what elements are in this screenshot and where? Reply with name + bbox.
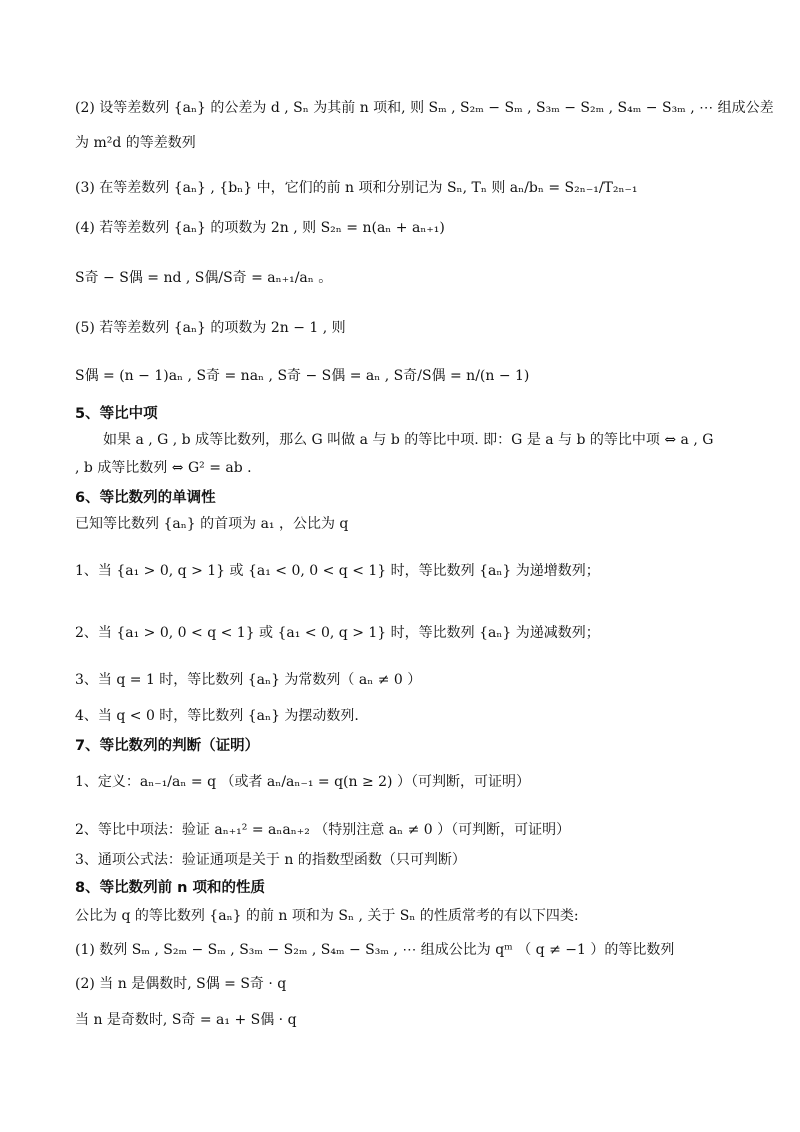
judgement-general-term: 3、通项公式法：验证通项是关于 n 的指数型函数（只可判断） <box>75 852 466 868</box>
monotonicity-oscillating: 4、当 q < 0 时，等比数列 {aₙ} 为摆动数列. <box>75 708 359 724</box>
monotonicity-increasing: 1、当 {a₁ > 0, q > 1} 或 {a₁ < 0, 0 < q < 1} 时，等比数列 {aₙ} 为递增数列； <box>75 563 600 579</box>
property-5-line: (5) 若等差数列 {aₙ} 的项数为 2n − 1 , 则 <box>75 320 346 336</box>
sum-property-2-odd: 当 n 是奇数时, S奇 = a₁ + S偶 · q <box>75 1012 297 1028</box>
geometric-mean-definition: 如果 a , G , b 成等比数列，那么 G 叫做 a 与 b 的等比中项. 即：G 是 a 与 b 的等比中项 ⇔ a , G <box>103 432 714 448</box>
monotonicity-constant: 3、当 q = 1 时，等比数列 {aₙ} 为常数列（ aₙ ≠ 0 ） <box>75 672 422 688</box>
property-4-line: (4) 若等差数列 {aₙ} 的项数为 2n , 则 S₂ₙ = n(aₙ + aₙ₊₁) <box>75 220 445 236</box>
geometric-mean-equivalence: , b 成等比数列 ⇔ G² = ab . <box>75 460 252 476</box>
section-heading-5: 5、等比中项 <box>75 406 158 422</box>
section-heading-8: 8、等比数列前 n 项和的性质 <box>75 880 266 896</box>
section-heading-6: 6、等比数列的单调性 <box>75 490 216 506</box>
judgement-middle-term: 2、等比中项法：验证 aₙ₊₁² = aₙaₙ₊₂ （特别注意 aₙ ≠ 0 ）（可判断，可证明） <box>75 822 571 838</box>
property-2-line: (2) 设等差数列 {aₙ} 的公差为 d , Sₙ 为其前 n 项和, 则 Sₘ , S₂ₘ − Sₘ , S₃ₘ − S₂ₘ , S₄ₘ − S₃ₘ , ⋯ 组成公差 <box>75 100 774 116</box>
sum-property-1: (1) 数列 Sₘ , S₂ₘ − Sₘ , S₃ₘ − S₂ₘ , S₄ₘ − S₃ₘ , ⋯ 组成公比为 qᵐ （ q ≠ −1 ）的等比数列 <box>75 942 675 958</box>
sum-property-2-even: (2) 当 n 是偶数时, S偶 = S奇 · q <box>75 976 287 992</box>
judgement-definition: 1、定义：aₙ₋₁/aₙ = q （或者 aₙ/aₙ₋₁ = q(n ≥ 2) ）（可判断，可证明） <box>75 774 530 790</box>
monotonicity-decreasing: 2、当 {a₁ > 0, 0 < q < 1} 或 {a₁ < 0, q > 1} 时，等比数列 {aₙ} 为递减数列； <box>75 625 600 641</box>
property-3-line: (3) 在等差数列 {aₙ} , {bₙ} 中，它们的前 n 项和分别记为 Sₙ, Tₙ 则 aₙ/bₙ = S₂ₙ₋₁/T₂ₙ₋₁ <box>75 180 638 196</box>
monotonicity-intro: 已知等比数列 {aₙ} 的首项为 a₁ ，公比为 q <box>75 516 349 532</box>
property-5-formula: S偶 = (n − 1)aₙ , S奇 = naₙ , S奇 − S偶 = aₙ , S奇/S偶 = n/(n − 1) <box>75 368 530 384</box>
section-heading-7: 7、等比数列的判断（证明） <box>75 738 260 754</box>
property-4-formula: S奇 − S偶 = nd , S偶/S奇 = aₙ₊₁/aₙ 。 <box>75 270 333 286</box>
property-2-cont: 为 m²d 的等差数列 <box>75 135 196 151</box>
sum-properties-intro: 公比为 q 的等比数列 {aₙ} 的前 n 项和为 Sₙ , 关于 Sₙ 的性质常考的有以下四类: <box>75 908 579 924</box>
